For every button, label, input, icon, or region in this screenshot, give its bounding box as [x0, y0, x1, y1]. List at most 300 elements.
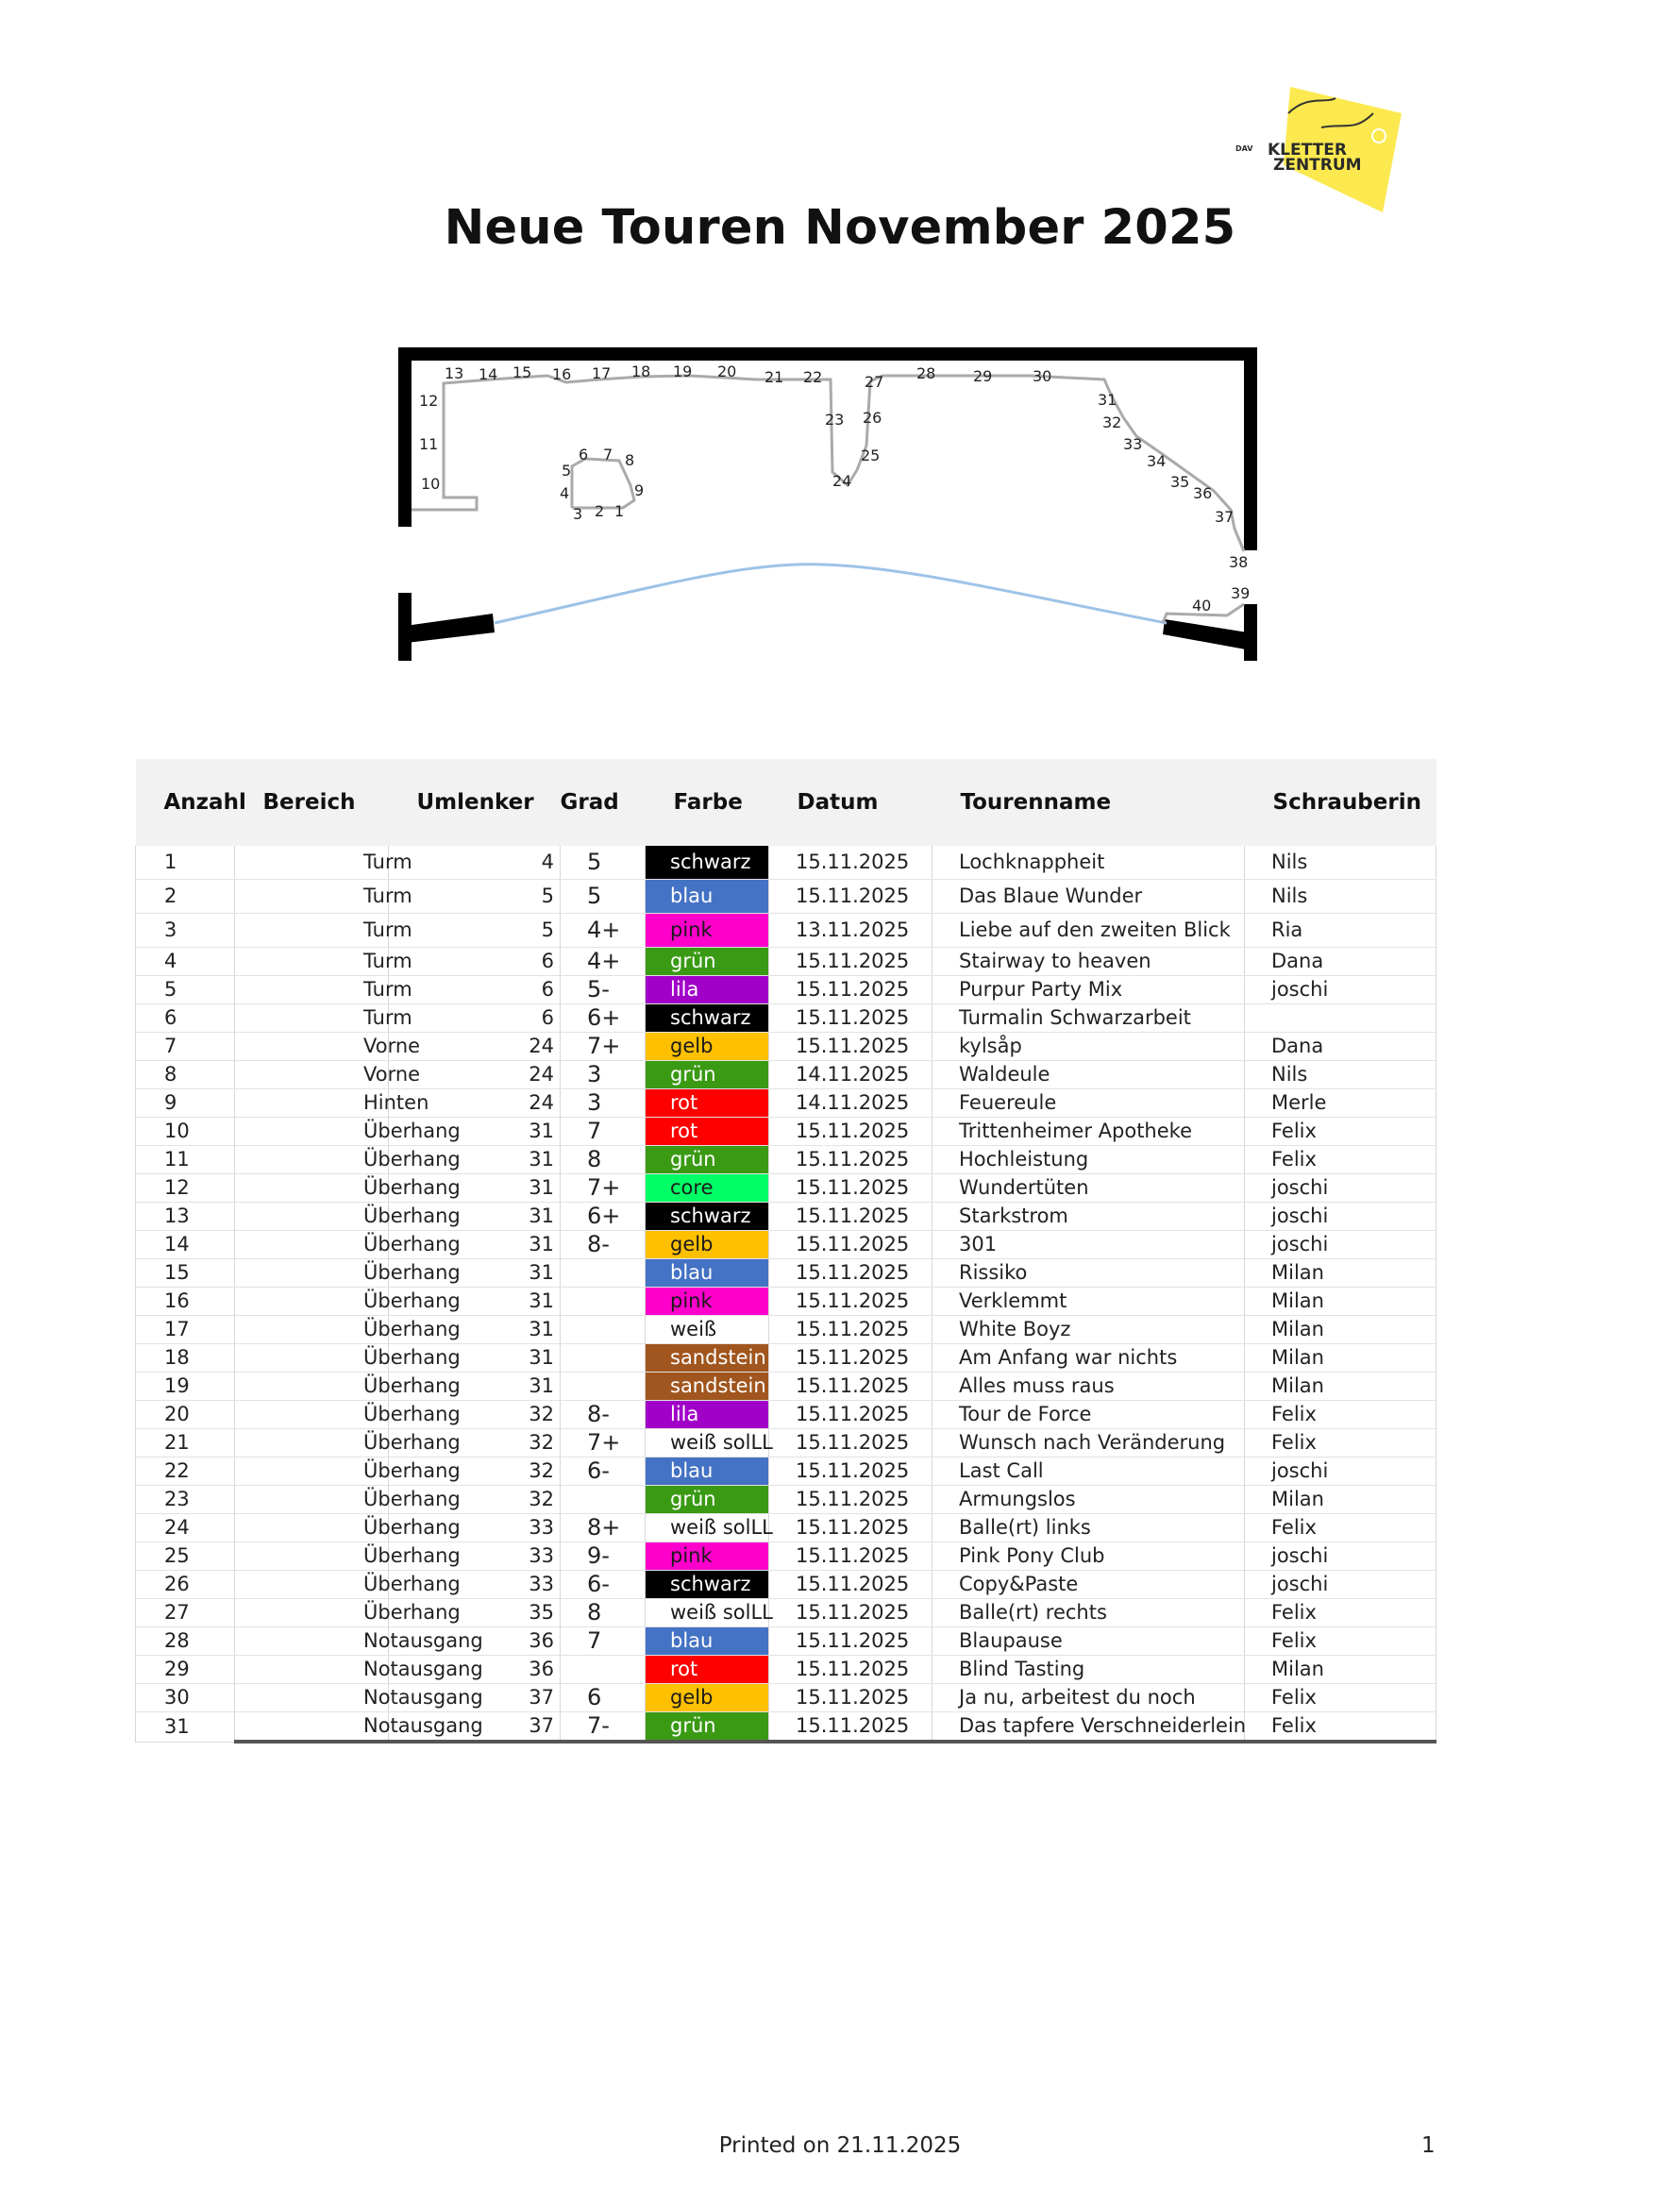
map-label: 39 [1231, 584, 1251, 602]
cell-farbe: grün [646, 948, 769, 976]
cell-grad: 8 [561, 1146, 646, 1174]
table-row [136, 1429, 1436, 1457]
cell-datum: 15.11.2025 [769, 1033, 932, 1061]
cell-bereich: Turm [235, 846, 389, 880]
cell-farbe: blau [646, 880, 769, 914]
map-label: 36 [1193, 484, 1213, 502]
cell-grad: 8- [561, 1401, 646, 1429]
cell-anzahl: 26 [136, 1571, 235, 1599]
cell-farbe: pink [646, 914, 769, 948]
table-row [136, 1203, 1436, 1231]
table-row [136, 1089, 1436, 1118]
table-row [136, 1684, 1436, 1712]
cell-anzahl: 17 [136, 1316, 235, 1344]
cell-datum: 15.11.2025 [769, 1457, 932, 1486]
table-row [136, 976, 1436, 1004]
cell-tourenname: Stairway to heaven [932, 948, 1245, 976]
cell-tourenname: Liebe auf den zweiten Blick [932, 914, 1245, 948]
cell-datum: 15.11.2025 [769, 1599, 932, 1627]
cell-grad: 8 [561, 1599, 646, 1627]
cell-schrauberin: Nils [1245, 846, 1436, 880]
cell-farbe: gelb [646, 1684, 769, 1712]
tower-outline [572, 459, 634, 508]
cell-bereich: Überhang [235, 1231, 389, 1259]
cell-tourenname: Last Call [932, 1457, 1245, 1486]
cell-bereich: Überhang [235, 1174, 389, 1203]
cell-schrauberin: Felix [1245, 1401, 1436, 1429]
cell-grad [561, 1373, 646, 1401]
cell-farbe: pink [646, 1542, 769, 1571]
cell-schrauberin: Milan [1245, 1344, 1436, 1373]
cell-bereich: Turm [235, 948, 389, 976]
map-label: 2 [595, 502, 605, 520]
cell-grad [561, 1656, 646, 1684]
cell-datum: 15.11.2025 [769, 1514, 932, 1542]
cell-anzahl: 23 [136, 1486, 235, 1514]
cell-datum: 15.11.2025 [769, 1203, 932, 1231]
map-label: 12 [419, 392, 439, 410]
table-row [136, 1118, 1436, 1146]
cell-umlenker: 31 [389, 1146, 561, 1174]
map-label: 10 [421, 475, 441, 493]
cell-umlenker: 6 [389, 948, 561, 976]
cell-farbe: schwarz [646, 1203, 769, 1231]
cell-datum: 15.11.2025 [769, 1486, 932, 1514]
cell-tourenname: Wundertüten [932, 1174, 1245, 1203]
cell-umlenker: 24 [389, 1089, 561, 1118]
cell-bereich: Überhang [235, 1118, 389, 1146]
cell-umlenker: 6 [389, 976, 561, 1004]
map-label: 27 [865, 373, 884, 391]
cell-schrauberin: Felix [1245, 1599, 1436, 1627]
cell-umlenker: 5 [389, 914, 561, 948]
cell-grad: 7+ [561, 1033, 646, 1061]
cell-grad: 7+ [561, 1174, 646, 1203]
cell-tourenname: Trittenheimer Apotheke [932, 1118, 1245, 1146]
cell-grad: 8+ [561, 1514, 646, 1542]
cell-datum: 15.11.2025 [769, 1542, 932, 1571]
cell-tourenname: Starkstrom [932, 1203, 1245, 1231]
cell-tourenname: Copy&Paste [932, 1571, 1245, 1599]
cell-schrauberin: joschi [1245, 1174, 1436, 1203]
cell-schrauberin: Milan [1245, 1288, 1436, 1316]
cell-grad: 6+ [561, 1004, 646, 1033]
table-row [136, 1486, 1436, 1514]
cell-datum: 15.11.2025 [769, 1429, 932, 1457]
table-row [136, 1146, 1436, 1174]
cell-farbe: lila [646, 1401, 769, 1429]
cell-schrauberin: Felix [1245, 1712, 1436, 1743]
cell-tourenname: Balle(rt) rechts [932, 1599, 1245, 1627]
table-header-row [136, 759, 1436, 846]
cell-datum: 15.11.2025 [769, 1231, 932, 1259]
cell-grad: 4+ [561, 948, 646, 976]
map-label: 38 [1229, 553, 1249, 571]
cell-schrauberin: Felix [1245, 1627, 1436, 1656]
cell-anzahl: 18 [136, 1344, 235, 1373]
map-label: 5 [562, 462, 572, 480]
cell-schrauberin: Felix [1245, 1118, 1436, 1146]
cell-anzahl: 16 [136, 1288, 235, 1316]
map-label: 32 [1102, 413, 1122, 431]
cell-farbe: schwarz [646, 1004, 769, 1033]
cell-anzahl: 19 [136, 1373, 235, 1401]
cell-bereich: Überhang [235, 1344, 389, 1373]
map-label: 1 [614, 502, 625, 520]
cell-schrauberin: Milan [1245, 1259, 1436, 1288]
cell-umlenker: 31 [389, 1316, 561, 1344]
cell-tourenname: Waldeule [932, 1061, 1245, 1089]
cell-grad: 6- [561, 1571, 646, 1599]
table-row [136, 1627, 1436, 1656]
cell-umlenker: 31 [389, 1231, 561, 1259]
map-label: 17 [592, 364, 612, 382]
cell-schrauberin: Felix [1245, 1684, 1436, 1712]
cell-bereich: Überhang [235, 1203, 389, 1231]
cell-tourenname: Das tapfere Verschneiderlein [932, 1712, 1245, 1743]
cell-datum: 15.11.2025 [769, 846, 932, 880]
cell-anzahl: 25 [136, 1542, 235, 1571]
cell-tourenname: Verklemmt [932, 1288, 1245, 1316]
table-row [136, 1599, 1436, 1627]
table-row [136, 948, 1436, 976]
table-row [136, 1373, 1436, 1401]
map-label: 22 [803, 368, 823, 386]
cell-schrauberin: Felix [1245, 1429, 1436, 1457]
cell-anzahl: 21 [136, 1429, 235, 1457]
cell-schrauberin: joschi [1245, 1231, 1436, 1259]
cell-farbe: weiß solLL [646, 1514, 769, 1542]
cell-anzahl: 29 [136, 1656, 235, 1684]
map-label: 11 [419, 435, 439, 453]
cell-anzahl: 10 [136, 1118, 235, 1146]
cell-farbe: sandstein [646, 1344, 769, 1373]
cell-farbe: grün [646, 1146, 769, 1174]
cell-umlenker: 31 [389, 1203, 561, 1231]
cell-tourenname: White Boyz [932, 1316, 1245, 1344]
map-label: 31 [1098, 391, 1117, 409]
cell-umlenker: 31 [389, 1174, 561, 1203]
cell-anzahl: 13 [136, 1203, 235, 1231]
table-row [136, 1259, 1436, 1288]
cell-schrauberin: Milan [1245, 1486, 1436, 1514]
cell-grad [561, 1288, 646, 1316]
cell-anzahl: 14 [136, 1231, 235, 1259]
cell-anzahl: 1 [136, 846, 235, 880]
cell-bereich: Hinten [235, 1089, 389, 1118]
cell-datum: 15.11.2025 [769, 1316, 932, 1344]
table-row [136, 1174, 1436, 1203]
cell-farbe: weiß solLL [646, 1599, 769, 1627]
table-row [136, 1288, 1436, 1316]
cell-farbe: grün [646, 1061, 769, 1089]
header-grad: Grad [561, 759, 646, 846]
cell-grad [561, 1486, 646, 1514]
cell-grad: 4+ [561, 914, 646, 948]
cell-umlenker: 5 [389, 880, 561, 914]
cell-schrauberin: Dana [1245, 948, 1436, 976]
routes-table [135, 759, 1436, 1744]
cell-anzahl: 30 [136, 1684, 235, 1712]
cell-farbe: blau [646, 1627, 769, 1656]
cell-anzahl: 20 [136, 1401, 235, 1429]
cell-schrauberin [1245, 1004, 1436, 1033]
table-row [136, 1571, 1436, 1599]
map-label: 25 [861, 446, 881, 464]
cell-datum: 15.11.2025 [769, 1373, 932, 1401]
cell-grad: 3 [561, 1061, 646, 1089]
cell-umlenker: 6 [389, 1004, 561, 1033]
cell-schrauberin: Dana [1245, 1033, 1436, 1061]
cell-anzahl: 11 [136, 1146, 235, 1174]
cell-bereich: Überhang [235, 1288, 389, 1316]
klettterzentrum-logo [1232, 76, 1411, 217]
cell-umlenker: 33 [389, 1571, 561, 1599]
wall-top [398, 347, 1257, 361]
header-datum: Datum [769, 759, 932, 846]
map-label: 23 [825, 411, 845, 429]
map-label: 8 [625, 451, 635, 469]
cell-bereich: Turm [235, 914, 389, 948]
map-label: 18 [631, 362, 651, 380]
cell-schrauberin: Merle [1245, 1089, 1436, 1118]
map-label: 34 [1147, 452, 1167, 470]
cell-grad: 6+ [561, 1203, 646, 1231]
cell-umlenker: 36 [389, 1656, 561, 1684]
cell-datum: 14.11.2025 [769, 1061, 932, 1089]
cell-umlenker: 33 [389, 1514, 561, 1542]
cell-tourenname: Ja nu, arbeitest du noch [932, 1684, 1245, 1712]
map-label: 24 [832, 472, 852, 490]
cell-datum: 15.11.2025 [769, 880, 932, 914]
wall-outline [412, 376, 1244, 551]
cell-bereich: Überhang [235, 1146, 389, 1174]
table-row [136, 914, 1436, 948]
cell-farbe: pink [646, 1288, 769, 1316]
header-anzahl: Anzahl [136, 759, 235, 846]
cell-umlenker: 32 [389, 1486, 561, 1514]
map-label: 7 [603, 446, 613, 463]
wall-bottom-right [1163, 619, 1248, 649]
table-row [136, 1656, 1436, 1684]
cell-farbe: core [646, 1174, 769, 1203]
cell-farbe: rot [646, 1118, 769, 1146]
cell-grad: 7 [561, 1118, 646, 1146]
cell-grad [561, 1316, 646, 1344]
cell-grad: 6- [561, 1457, 646, 1486]
cell-bereich: Turm [235, 880, 389, 914]
cell-bereich: Notausgang [235, 1712, 389, 1743]
map-label: 37 [1215, 508, 1235, 526]
floor-boundary [495, 564, 1167, 623]
cell-farbe: blau [646, 1259, 769, 1288]
table-row [136, 1344, 1436, 1373]
cell-grad [561, 1344, 646, 1373]
cell-tourenname: Wunsch nach Veränderung [932, 1429, 1245, 1457]
cell-grad: 3 [561, 1089, 646, 1118]
cell-bereich: Überhang [235, 1486, 389, 1514]
map-label: 9 [634, 481, 645, 499]
cell-farbe: grün [646, 1712, 769, 1743]
cell-grad: 5 [561, 846, 646, 880]
cell-tourenname: Pink Pony Club [932, 1542, 1245, 1571]
cell-schrauberin: joschi [1245, 976, 1436, 1004]
cell-tourenname: Blind Tasting [932, 1656, 1245, 1684]
cell-grad [561, 1259, 646, 1288]
cell-umlenker: 33 [389, 1542, 561, 1571]
cell-anzahl: 24 [136, 1514, 235, 1542]
cell-anzahl: 5 [136, 976, 235, 1004]
cell-schrauberin: Ria [1245, 914, 1436, 948]
cell-bereich: Turm [235, 976, 389, 1004]
cell-tourenname: Hochleistung [932, 1146, 1245, 1174]
cell-tourenname: Das Blaue Wunder [932, 880, 1245, 914]
cell-datum: 15.11.2025 [769, 1146, 932, 1174]
header-farbe: Farbe [646, 759, 769, 846]
cell-anzahl: 15 [136, 1259, 235, 1288]
cell-farbe: grün [646, 1486, 769, 1514]
cell-bereich: Überhang [235, 1542, 389, 1571]
cell-datum: 15.11.2025 [769, 1344, 932, 1373]
wall-bottom-right-post [1244, 604, 1257, 661]
wall-right [1244, 347, 1257, 550]
cell-bereich: Überhang [235, 1401, 389, 1429]
cell-farbe: sandstein [646, 1373, 769, 1401]
map-label: 26 [863, 409, 882, 427]
cell-datum: 15.11.2025 [769, 1401, 932, 1429]
cell-tourenname: Rissiko [932, 1259, 1245, 1288]
cell-tourenname: Tour de Force [932, 1401, 1245, 1429]
map-label: 20 [717, 362, 737, 380]
cell-grad: 7+ [561, 1429, 646, 1457]
cell-anzahl: 2 [136, 880, 235, 914]
map-label: 14 [479, 365, 498, 383]
map-label: 30 [1033, 367, 1052, 385]
cell-datum: 14.11.2025 [769, 1089, 932, 1118]
cell-anzahl: 28 [136, 1627, 235, 1656]
cell-grad: 8- [561, 1231, 646, 1259]
table-row [136, 1457, 1436, 1486]
cell-schrauberin: joschi [1245, 1542, 1436, 1571]
map-label: 3 [573, 505, 583, 523]
map-label: 16 [552, 365, 572, 383]
cell-umlenker: 32 [389, 1401, 561, 1429]
cell-umlenker: 24 [389, 1033, 561, 1061]
map-label: 13 [445, 364, 464, 382]
table-row [136, 1231, 1436, 1259]
cell-anzahl: 4 [136, 948, 235, 976]
cell-umlenker: 31 [389, 1288, 561, 1316]
cell-grad: 6 [561, 1684, 646, 1712]
cell-anzahl: 22 [136, 1457, 235, 1486]
table-row [136, 1514, 1436, 1542]
cell-farbe: rot [646, 1089, 769, 1118]
table-row [136, 846, 1436, 880]
table-row [136, 1401, 1436, 1429]
cell-datum: 15.11.2025 [769, 1118, 932, 1146]
cell-schrauberin: Felix [1245, 1514, 1436, 1542]
cell-tourenname: 301 [932, 1231, 1245, 1259]
cell-anzahl: 9 [136, 1089, 235, 1118]
cell-tourenname: Purpur Party Mix [932, 976, 1245, 1004]
cell-schrauberin: Milan [1245, 1656, 1436, 1684]
table-row [136, 1061, 1436, 1089]
cell-schrauberin: Felix [1245, 1146, 1436, 1174]
cell-farbe: weiß solLL [646, 1429, 769, 1457]
cell-tourenname: Turmalin Schwarzarbeit [932, 1004, 1245, 1033]
cell-bereich: Überhang [235, 1316, 389, 1344]
cell-datum: 15.11.2025 [769, 1656, 932, 1684]
cell-bereich: Überhang [235, 1373, 389, 1401]
table-row [136, 1316, 1436, 1344]
cell-farbe: schwarz [646, 1571, 769, 1599]
cell-anzahl: 8 [136, 1061, 235, 1089]
cell-schrauberin: joschi [1245, 1571, 1436, 1599]
table-row [136, 1712, 1436, 1743]
cell-anzahl: 6 [136, 1004, 235, 1033]
cell-schrauberin: Milan [1245, 1373, 1436, 1401]
cell-bereich: Überhang [235, 1259, 389, 1288]
cell-datum: 15.11.2025 [769, 1174, 932, 1203]
cell-bereich: Überhang [235, 1599, 389, 1627]
cell-umlenker: 32 [389, 1457, 561, 1486]
cell-anzahl: 12 [136, 1174, 235, 1203]
cell-umlenker: 4 [389, 846, 561, 880]
cell-datum: 15.11.2025 [769, 1004, 932, 1033]
footer-printed-date: Printed on 21.11.2025 [718, 2133, 962, 2158]
map-label: 6 [579, 446, 589, 463]
cell-tourenname: Blaupause [932, 1627, 1245, 1656]
cell-bereich: Notausgang [235, 1656, 389, 1684]
header-schrauberin: Schrauberin [1245, 759, 1436, 846]
cell-umlenker: 35 [389, 1599, 561, 1627]
cell-tourenname: Alles muss raus [932, 1373, 1245, 1401]
cell-umlenker: 31 [389, 1344, 561, 1373]
cell-umlenker: 37 [389, 1712, 561, 1743]
cell-datum: 15.11.2025 [769, 1288, 932, 1316]
cell-umlenker: 37 [389, 1684, 561, 1712]
cell-farbe: rot [646, 1656, 769, 1684]
cell-datum: 13.11.2025 [769, 914, 932, 948]
cell-grad: 7- [561, 1712, 646, 1743]
wall-bottom-left [398, 614, 495, 644]
cell-grad: 5 [561, 880, 646, 914]
cell-bereich: Vorne [235, 1033, 389, 1061]
cell-bereich: Turm [235, 1004, 389, 1033]
logo-small-text: DAV [1235, 144, 1253, 153]
map-label: 19 [673, 362, 693, 380]
map-label: 29 [973, 367, 993, 385]
table-row [136, 880, 1436, 914]
cell-bereich: Überhang [235, 1429, 389, 1457]
map-label: 28 [916, 364, 936, 382]
cell-schrauberin: joschi [1245, 1457, 1436, 1486]
cell-farbe: weiß [646, 1316, 769, 1344]
cell-farbe: schwarz [646, 846, 769, 880]
cell-umlenker: 32 [389, 1429, 561, 1457]
cell-tourenname: Feuereule [932, 1089, 1245, 1118]
cell-grad: 5- [561, 976, 646, 1004]
wall-outline-lower [1163, 604, 1244, 623]
logo-line2: ZENTRUM [1273, 156, 1362, 175]
page-title: Neue Touren November 2025 [444, 200, 1236, 256]
cell-tourenname: kylsåp [932, 1033, 1245, 1061]
cell-datum: 15.11.2025 [769, 1259, 932, 1288]
cell-anzahl: 3 [136, 914, 235, 948]
cell-umlenker: 24 [389, 1061, 561, 1089]
cell-tourenname: Balle(rt) links [932, 1514, 1245, 1542]
cell-bereich: Überhang [235, 1457, 389, 1486]
